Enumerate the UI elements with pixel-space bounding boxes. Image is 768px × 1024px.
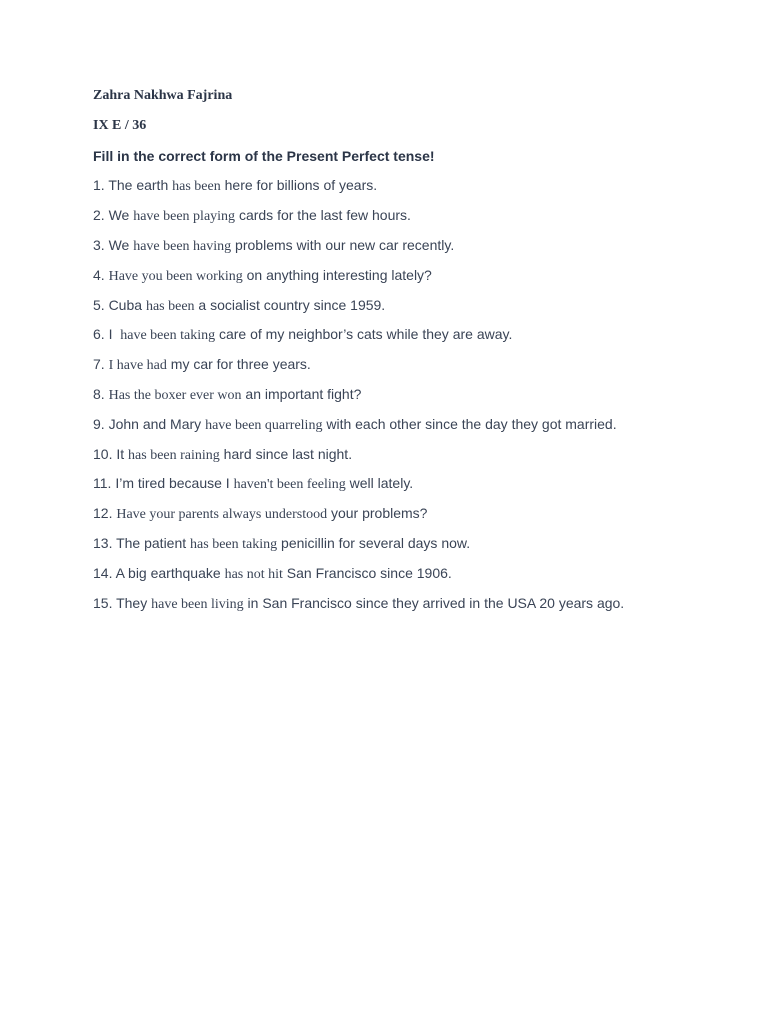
item-text-before: 9. John and Mary: [93, 415, 206, 432]
item-text-after: a socialist country since 1959.: [194, 296, 386, 313]
item-text-before: 4.: [93, 266, 109, 283]
item-text-before: 14. A big earthquake: [93, 564, 225, 581]
item-text-after: problems with our new car recently.: [231, 236, 455, 253]
item-text-before: 8.: [93, 385, 109, 402]
item-text-after: in San Francisco since they arrived in the USA 20 years ago.: [243, 594, 625, 611]
item-text-after: care of my neighbor’s cats while they are away.: [215, 326, 513, 343]
item-text-before: 12.: [93, 505, 117, 522]
item-text-after: San Francisco since 1906.: [282, 564, 452, 581]
student-name: Zahra Nakhwa Fajrina: [93, 88, 233, 103]
item-answer: have been playing: [133, 209, 236, 225]
item-text-before: 3. We: [93, 236, 134, 253]
exercise-item: [93, 265, 753, 295]
item-answer: haven't been feeling: [233, 477, 346, 493]
exercise-item: [93, 235, 753, 265]
item-answer: I have had: [108, 358, 167, 374]
item-text-before: 5. Cuba: [93, 296, 146, 313]
item-answer: Has the boxer ever won: [108, 387, 242, 403]
item-text-before: 15. They: [93, 594, 152, 611]
item-text-after: on anything interesting lately?: [242, 266, 432, 283]
item-text-after: penicillin for several days now.: [277, 534, 471, 551]
exercise-item: [93, 205, 753, 235]
item-text-before: 13. The patient: [93, 534, 191, 551]
item-text-before: 1. The earth: [93, 177, 173, 194]
exercise-item: [93, 295, 753, 325]
item-answer: has been taking: [190, 536, 278, 552]
item-text-before: 7.: [93, 356, 109, 373]
item-text-after: an important fight?: [241, 385, 362, 402]
exercise-item: [93, 354, 753, 384]
instruction-heading: Fill in the correct form of the Present Perfect tense!: [93, 147, 435, 164]
item-answer: Have your parents always understood: [116, 507, 328, 523]
worksheet-content: [93, 86, 753, 622]
item-text-before: 11. I’m tired because I: [93, 475, 234, 492]
exercise-item: [93, 444, 753, 474]
item-text-after: my car for three years.: [166, 356, 311, 373]
exercise-item: [93, 175, 753, 205]
item-text-before: 2. We: [93, 207, 134, 224]
exercise-item: [93, 593, 753, 623]
item-answer: has been: [172, 179, 221, 195]
exercise-item: [93, 324, 753, 354]
item-answer: Have you been working: [108, 268, 243, 284]
item-text-after: here for billions of years.: [220, 177, 378, 194]
exercise-item: [93, 533, 753, 563]
item-answer: have been living: [151, 596, 244, 612]
exercise-item: [93, 503, 753, 533]
exercise-item: [93, 414, 753, 444]
item-answer: have been having: [133, 238, 232, 254]
item-text-before: 10. It: [93, 445, 129, 462]
item-text-after: with each other since the day they got married.: [322, 415, 617, 432]
exercise-list: [93, 175, 753, 622]
item-answer: have been quarreling: [205, 417, 323, 433]
item-text-after: cards for the last few hours.: [235, 207, 411, 224]
item-answer: have been taking: [120, 328, 216, 344]
exercise-item: [93, 563, 753, 593]
item-answer: has not hit: [224, 566, 283, 582]
item-answer: has been: [145, 298, 195, 314]
item-text-after: well lately.: [345, 475, 414, 492]
exercise-item: [93, 384, 753, 414]
item-answer: has been raining: [128, 447, 220, 463]
item-text-after: hard since last night.: [219, 445, 353, 462]
exercise-item: [93, 473, 753, 503]
item-text-after: your problems?: [327, 505, 428, 522]
student-class: IX E / 36: [93, 117, 147, 133]
item-text-before: 6. I: [93, 326, 121, 343]
